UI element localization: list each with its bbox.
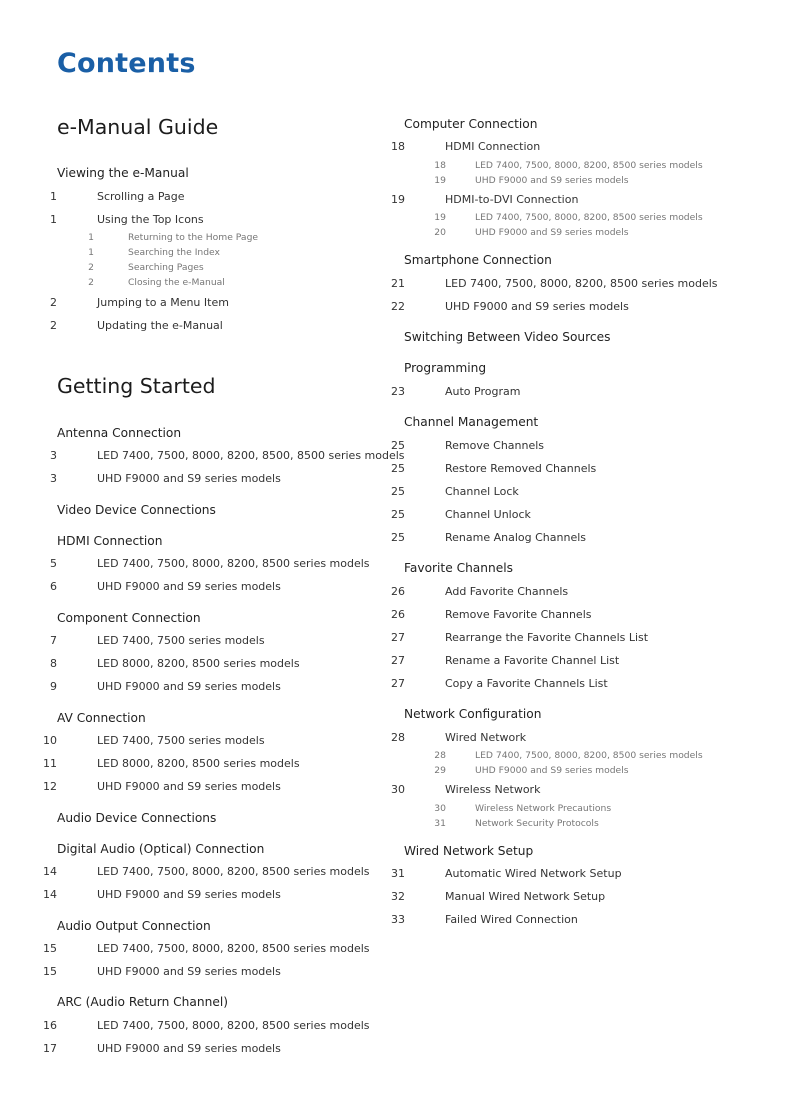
entry-title: Scrolling a Page <box>97 190 185 203</box>
page-number: 27 <box>391 631 405 644</box>
page-number: 26 <box>391 608 405 621</box>
page-number: 15 <box>43 965 57 978</box>
entry-title: Failed Wired Connection <box>445 913 578 926</box>
entry-title: LED 8000, 8200, 8500 series models <box>97 657 300 670</box>
entry-title: UHD F9000 and S9 series models <box>475 227 629 238</box>
page-number: 1 <box>88 247 94 258</box>
entry-title: Automatic Wired Network Setup <box>445 867 622 880</box>
entry-title: HDMI-to-DVI Connection <box>445 193 579 206</box>
entry-title: LED 7400, 7500 series models <box>97 634 265 647</box>
page-number: 2 <box>50 319 57 332</box>
page-number: 22 <box>391 300 405 313</box>
section-heading[interactable]: Viewing the e-Manual <box>57 166 189 180</box>
page-number: 11 <box>43 757 57 770</box>
section-heading[interactable]: Channel Management <box>404 415 539 429</box>
page-number: 12 <box>43 780 57 793</box>
entry-title: LED 7400, 7500, 8000, 8200, 8500, 8500 series models <box>97 449 405 462</box>
page-number: 10 <box>43 734 57 747</box>
page-number: 33 <box>391 913 405 926</box>
entry-title: Searching the Index <box>128 247 220 258</box>
entry-title: UHD F9000 and S9 series models <box>97 780 281 793</box>
entry-title: Rename Analog Channels <box>445 531 587 544</box>
section-heading[interactable]: Network Configuration <box>404 707 542 721</box>
entry-title: UHD F9000 and S9 series models <box>97 472 281 485</box>
page-number: 26 <box>391 585 405 598</box>
page-title: Contents <box>57 48 196 79</box>
page-number: 25 <box>391 508 405 521</box>
page-number: 1 <box>50 190 57 203</box>
entry-title: Add Favorite Channels <box>445 585 569 598</box>
page-number: 19 <box>391 193 405 206</box>
page-number: 29 <box>434 765 446 776</box>
page-number: 3 <box>50 449 57 462</box>
chapter-heading: e-Manual Guide <box>57 115 219 139</box>
page-number: 28 <box>391 731 405 744</box>
page-number: 25 <box>391 439 405 452</box>
chapter-heading: Getting Started <box>57 374 216 398</box>
page-number: 20 <box>434 227 446 238</box>
entry-title: Copy a Favorite Channels List <box>445 677 608 690</box>
section-heading[interactable]: Antenna Connection <box>57 426 182 440</box>
entry-title: Restore Removed Channels <box>445 462 597 475</box>
page-number: 25 <box>391 462 405 475</box>
section-heading[interactable]: ARC (Audio Return Channel) <box>57 995 228 1009</box>
page-number: 16 <box>43 1019 57 1032</box>
section-heading[interactable]: HDMI Connection <box>57 534 163 548</box>
entry-title: LED 7400, 7500, 8000, 8200, 8500 series models <box>97 865 370 878</box>
entry-title: Auto Program <box>445 385 521 398</box>
entry-title: UHD F9000 and S9 series models <box>97 680 281 693</box>
entry-title: Closing the e-Manual <box>128 277 225 288</box>
entry-title: Channel Unlock <box>445 508 531 521</box>
page-number: 9 <box>50 680 57 693</box>
page-number: 1 <box>50 213 57 226</box>
entry-title: HDMI Connection <box>445 140 541 153</box>
page-number: 28 <box>434 750 446 761</box>
page-number: 27 <box>391 654 405 667</box>
entry-title: Jumping to a Menu Item <box>97 296 229 309</box>
section-heading[interactable]: Smartphone Connection <box>404 253 552 267</box>
entry-title: LED 7400, 7500, 8000, 8200, 8500 series models <box>97 942 370 955</box>
entry-title: Wired Network <box>445 731 527 744</box>
entry-title: Network Security Protocols <box>475 818 599 829</box>
page-number: 30 <box>434 803 446 814</box>
entry-title: UHD F9000 and S9 series models <box>475 765 629 776</box>
section-heading[interactable]: Digital Audio (Optical) Connection <box>57 842 265 856</box>
page-number: 2 <box>88 262 94 273</box>
page-number: 7 <box>50 634 57 647</box>
page-number: 2 <box>88 277 94 288</box>
page-number: 19 <box>434 175 446 186</box>
entry-title: LED 8000, 8200, 8500 series models <box>97 757 300 770</box>
page-number: 27 <box>391 677 405 690</box>
entry-title: Remove Channels <box>445 439 545 452</box>
section-heading[interactable]: Component Connection <box>57 611 201 625</box>
entry-title: Updating the e-Manual <box>97 319 223 332</box>
page-number: 6 <box>50 580 57 593</box>
page-number: 3 <box>50 472 57 485</box>
entry-title: LED 7400, 7500, 8000, 8200, 8500 series models <box>97 557 370 570</box>
page-number: 14 <box>43 888 57 901</box>
entry-title: Manual Wired Network Setup <box>445 890 606 903</box>
page-number: 23 <box>391 385 405 398</box>
page-number: 18 <box>391 140 405 153</box>
section-heading[interactable]: Computer Connection <box>404 117 538 131</box>
page-number: 17 <box>43 1042 57 1055</box>
entry-title: UHD F9000 and S9 series models <box>97 888 281 901</box>
entry-title: Rename a Favorite Channel List <box>445 654 620 667</box>
entry-title: Returning to the Home Page <box>128 232 259 243</box>
section-heading[interactable]: Wired Network Setup <box>404 844 534 858</box>
entry-title: Rearrange the Favorite Channels List <box>445 631 649 644</box>
entry-title: Using the Top Icons <box>97 213 204 226</box>
section-heading[interactable]: AV Connection <box>57 711 146 725</box>
page-number: 31 <box>391 867 405 880</box>
page-number: 25 <box>391 531 405 544</box>
entry-title: Wireless Network <box>445 783 541 796</box>
page-number: 31 <box>434 818 446 829</box>
page-number: 14 <box>43 865 57 878</box>
section-heading[interactable]: Switching Between Video Sources <box>404 330 611 344</box>
section-heading[interactable]: Audio Device Connections <box>57 811 217 825</box>
entry-title: Searching Pages <box>128 262 204 273</box>
entry-title: Channel Lock <box>445 485 519 498</box>
section-heading[interactable]: Programming <box>404 361 487 375</box>
entry-title: LED 7400, 7500, 8000, 8200, 8500 series models <box>445 277 718 290</box>
page-number: 18 <box>434 160 446 171</box>
section-heading[interactable]: Favorite Channels <box>404 561 513 575</box>
page-number: 5 <box>50 557 57 570</box>
page-number: 25 <box>391 485 405 498</box>
page-number: 32 <box>391 890 405 903</box>
page-number: 1 <box>88 232 94 243</box>
entry-title: LED 7400, 7500, 8000, 8200, 8500 series models <box>475 750 703 761</box>
entry-title: UHD F9000 and S9 series models <box>97 1042 281 1055</box>
entry-title: LED 7400, 7500, 8000, 8200, 8500 series models <box>475 212 703 223</box>
entry-title: LED 7400, 7500, 8000, 8200, 8500 series models <box>475 160 703 171</box>
page-number: 19 <box>434 212 446 223</box>
section-heading[interactable]: Audio Output Connection <box>57 919 211 933</box>
entry-title: UHD F9000 and S9 series models <box>445 300 629 313</box>
entry-title: UHD F9000 and S9 series models <box>475 175 629 186</box>
entry-title: Wireless Network Precautions <box>475 803 612 814</box>
entry-title: UHD F9000 and S9 series models <box>97 580 281 593</box>
section-heading[interactable]: Video Device Connections <box>57 503 216 517</box>
entry-title: Remove Favorite Channels <box>445 608 592 621</box>
entry-title: UHD F9000 and S9 series models <box>97 965 281 978</box>
page-number: 8 <box>50 657 57 670</box>
entry-title: LED 7400, 7500 series models <box>97 734 265 747</box>
page-number: 15 <box>43 942 57 955</box>
page-number: 30 <box>391 783 405 796</box>
entry-title: LED 7400, 7500, 8000, 8200, 8500 series models <box>97 1019 370 1032</box>
page-number: 2 <box>50 296 57 309</box>
page-number: 21 <box>391 277 405 290</box>
